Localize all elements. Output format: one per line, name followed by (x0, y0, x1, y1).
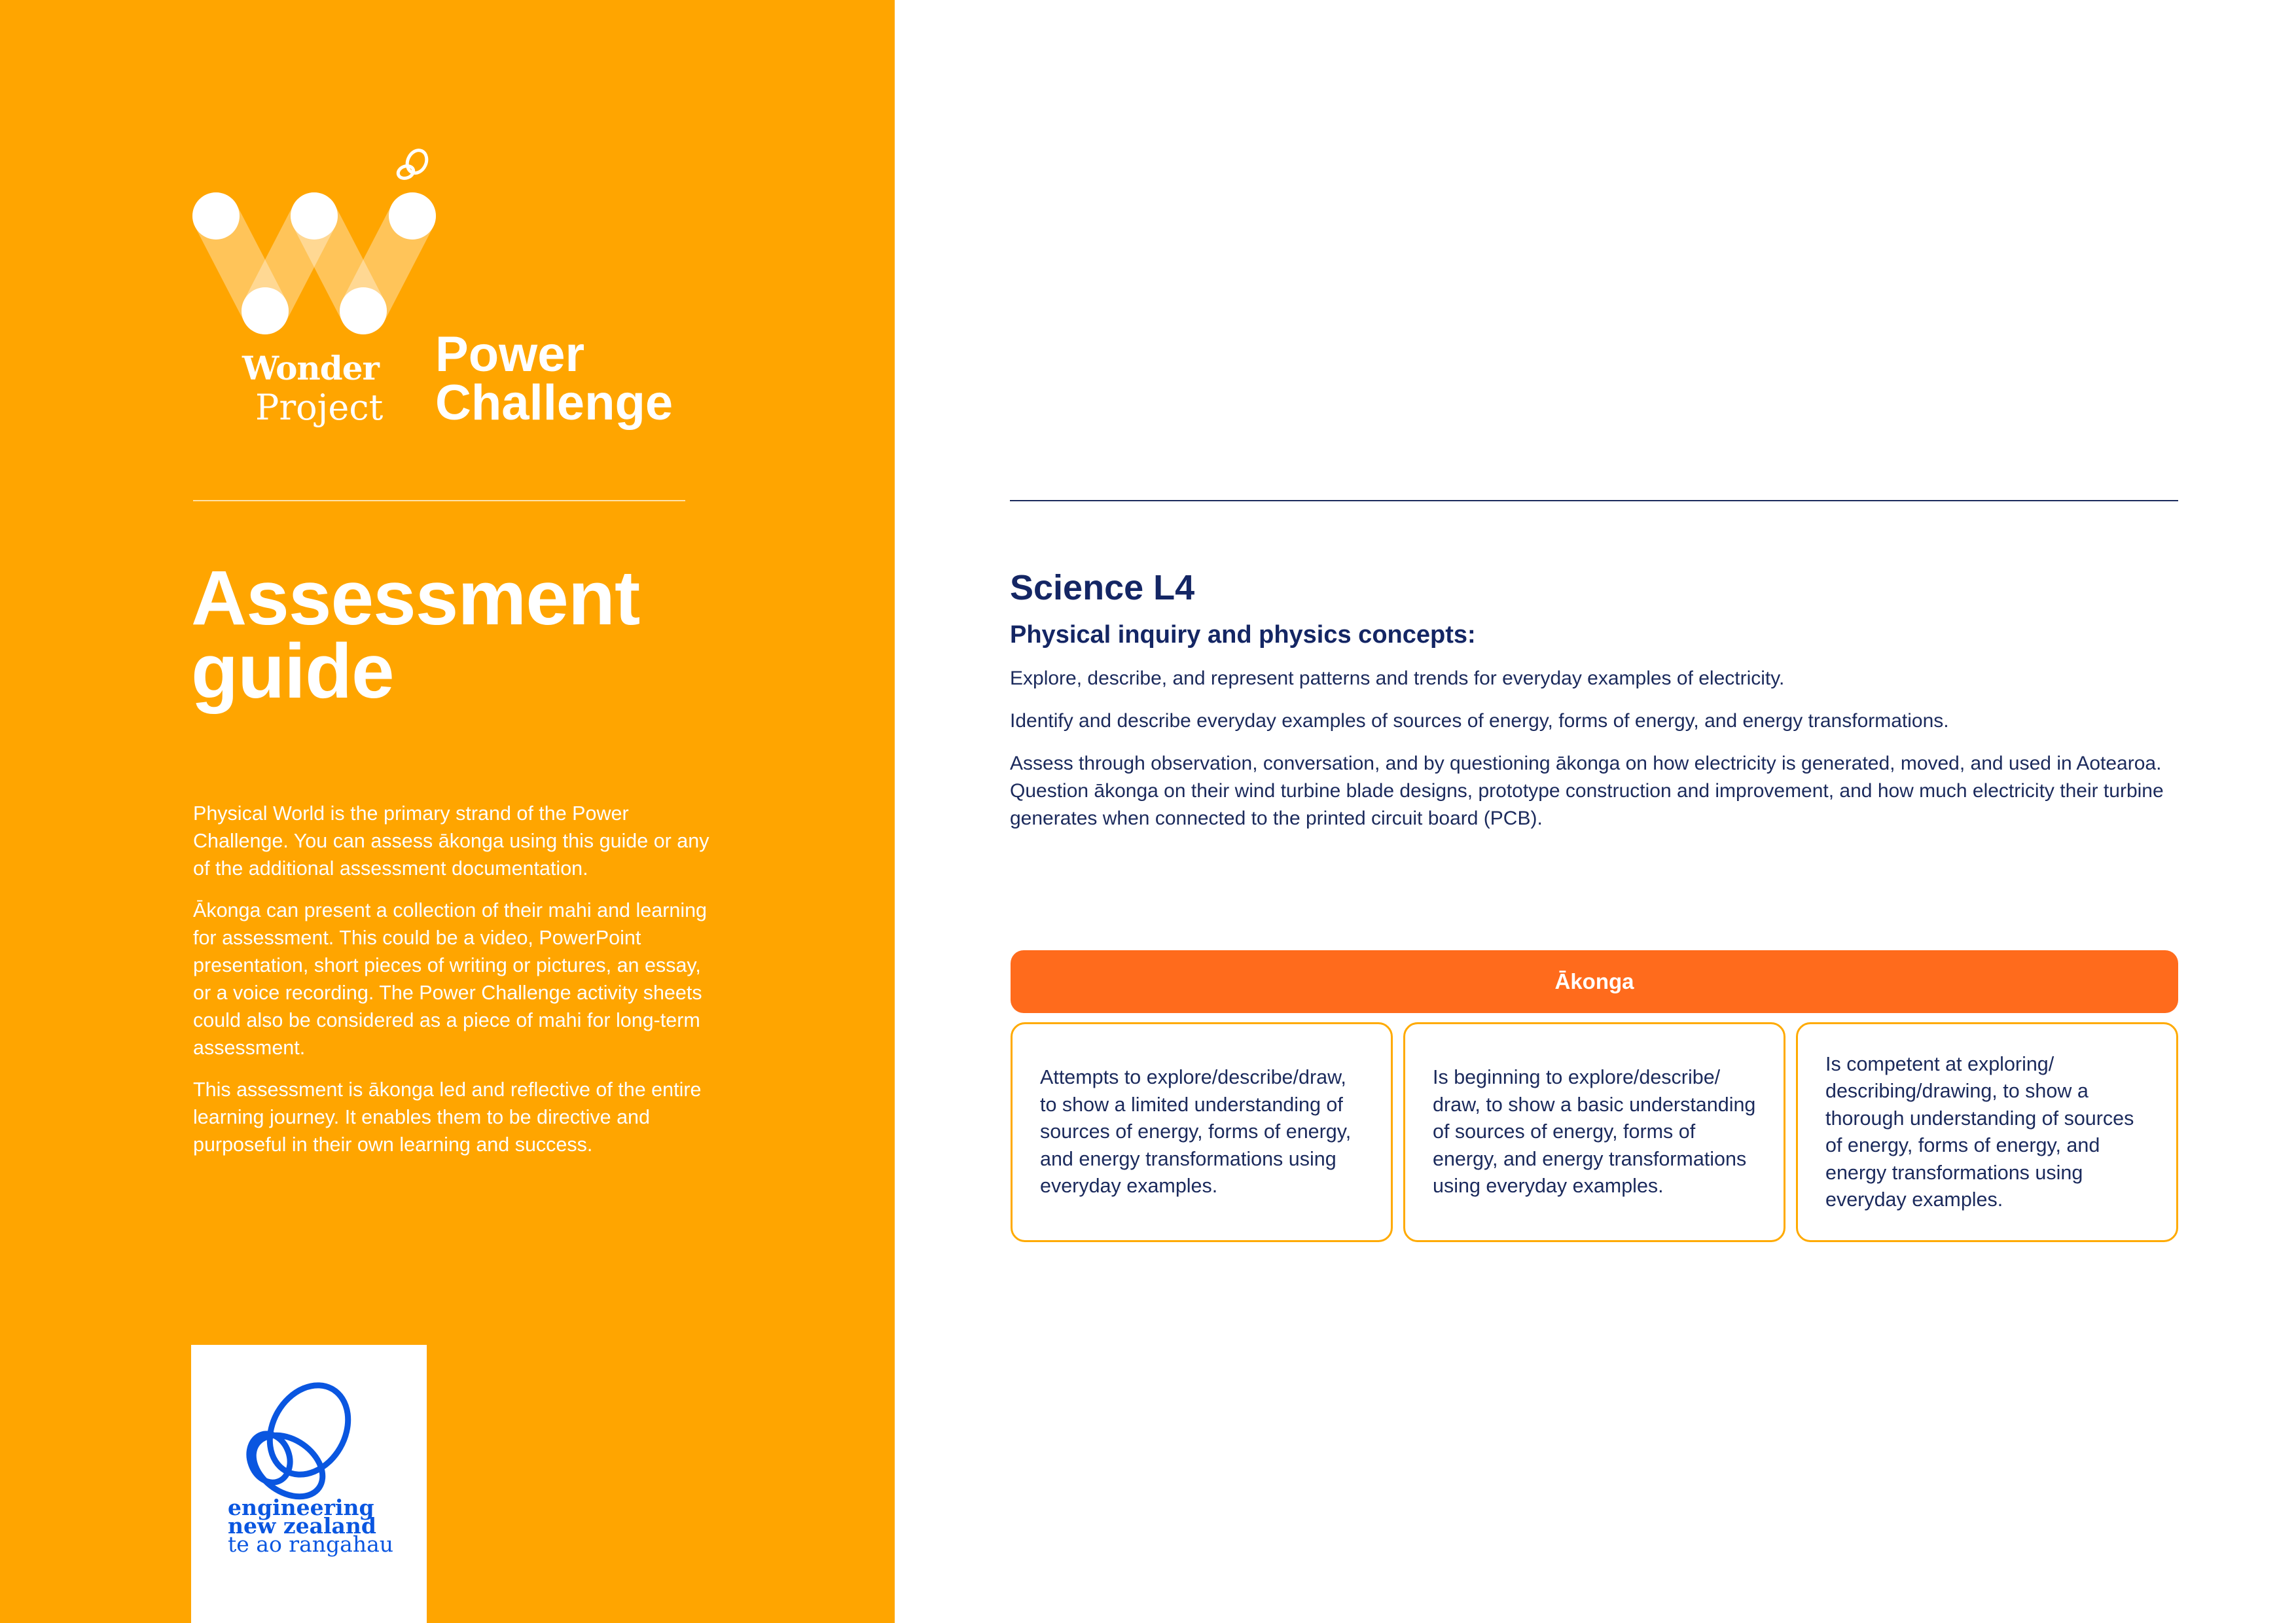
rubric-card-text: Attempts to explore/describe/draw, to show a limited understanding of sources of energy, forms of energy, and energy transformations using everyday examples. (1040, 1066, 1352, 1198)
section-paragraph: Assess through observation, conversation, and by questioning ākonga on how electricity is generated, moved, and used in Aotearoa. Question ākonga on their wind turbine blade designs, prototype construction and improvement, and how much electricity their turbine generates when connected to the printed circuit board (PCB). (1010, 753, 2164, 829)
left-divider (193, 500, 685, 501)
intro-text (193, 800, 710, 1173)
section-paragraph: Explore, describe, and represent patterns and trends for everyday examples of electricity. (1010, 668, 1785, 689)
power-title-line1: Power (435, 327, 585, 382)
intro-paragraph: This assessment is ākonga led and reflective of the entire learning journey. It enables them to be directive and purposeful in their own learning and success. (193, 1079, 702, 1156)
intro-paragraph: Ākonga can present a collection of their mahi and learning for assessment. This could be a video, PowerPoint presentation, short pieces of writing or pictures, an essay, or a voice recording. The Power Challenge activity sheets could also be considered as a piece of mahi for long-term assessment. (193, 899, 708, 1059)
spark-icon (397, 147, 431, 181)
right-divider (1010, 500, 2178, 501)
left-panel (0, 0, 895, 1623)
engineering-nz-loops-icon (230, 1381, 361, 1505)
page-title (191, 555, 780, 715)
enz-line1: engineering (228, 1495, 374, 1520)
enz-line3: te ao rangahau (228, 1531, 393, 1557)
page-title-line1: Assessment (191, 555, 640, 641)
section-body (1010, 665, 2181, 847)
section-title: Science L4 (1010, 568, 1195, 607)
power-challenge-title (435, 327, 673, 431)
rubric-card-thorough (1796, 1022, 2178, 1242)
wonder-wordmark: Wonder (242, 349, 379, 387)
page-title-line2: guide (191, 628, 394, 715)
power-title-line2: Challenge (435, 375, 673, 431)
rubric-card-basic (1403, 1022, 1785, 1242)
project-wordmark: Project (255, 387, 384, 428)
rubric-header: Ākonga (1011, 950, 2178, 1013)
section-paragraph: Identify and describe everyday examples of sources of energy, forms of energy, and energy transformations. (1010, 710, 1949, 732)
enz-line2: new zealand (228, 1513, 376, 1539)
section-subtitle: Physical inquiry and physics concepts: (1010, 621, 1476, 649)
rubric-card-text: Is competent at exploring/ describing/drawing, to show a thorough understanding of sources of energy, forms of energy, and energy transformations using everyday examples. (1825, 1052, 2134, 1211)
wonder-w-mark (192, 192, 436, 334)
engineering-nz-logo-box (191, 1345, 427, 1623)
engineering-nz-wordmark (228, 1495, 393, 1557)
rubric-card-text: Is beginning to explore/describe/ draw, to show a basic understanding of sources of energy, forms of energy, and energy transformations using everyday examples. (1433, 1066, 1756, 1198)
rubric-card-limited (1011, 1022, 1393, 1242)
intro-paragraph: Physical World is the primary strand of the Power Challenge. You can assess ākonga using this guide or any of the additional assessment documentation. (193, 802, 709, 880)
